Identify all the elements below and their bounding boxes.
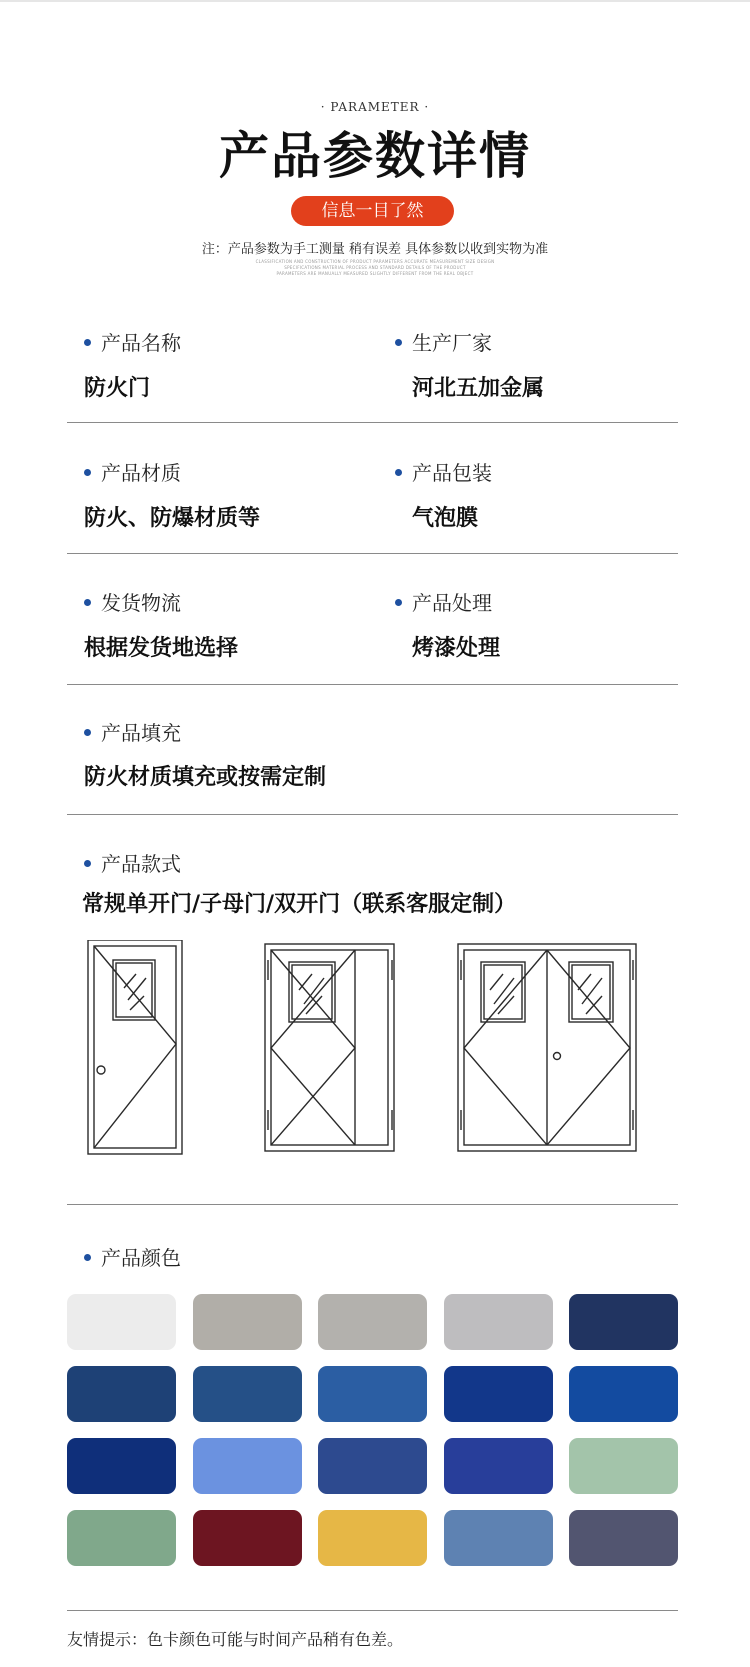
parameter-eyebrow: · PARAMETER · — [320, 100, 430, 114]
param-label-name: 产品名称 — [84, 327, 181, 356]
param-label-filling: 产品填充 — [84, 717, 181, 746]
color-swatch — [569, 1366, 678, 1422]
info-pill: 信息一目了然 — [291, 196, 454, 226]
param-value-treatment: 烤漆处理 — [412, 636, 501, 661]
color-swatch — [318, 1294, 427, 1350]
row-divider — [67, 422, 678, 423]
color-swatch — [318, 1366, 427, 1422]
single-door-drawing — [88, 940, 182, 1154]
fine-print-line: SPECIFICATIONS MATERIAL PROCESS AND STANDARD DETAILS OF THE PRODUCT — [284, 265, 466, 270]
param-label-treatment: 产品处理 — [395, 587, 492, 616]
bullet-dot — [84, 729, 91, 736]
color-swatch — [569, 1510, 678, 1566]
bullet-dot — [84, 339, 91, 346]
param-label-style: 产品款式 — [84, 848, 181, 877]
bullet-dot — [84, 860, 91, 867]
color-swatch — [444, 1438, 553, 1494]
bullet-dot — [84, 1254, 91, 1261]
color-swatch — [569, 1294, 678, 1350]
page-title: 产品参数详情 — [219, 127, 531, 185]
mother-child-door-drawing — [265, 944, 394, 1151]
param-value-maker: 河北五加金属 — [412, 376, 545, 401]
param-value-style: 常规单开门/子母门/双开门（联系客服定制） — [82, 892, 517, 917]
color-swatch — [193, 1294, 302, 1350]
fine-print-line: PARAMETERS ARE MANUALLY MEASURED SLIGHTLY DIFFERENT FROM THE REAL OBJECT — [276, 271, 474, 276]
param-value-package: 气泡膜 — [412, 506, 479, 531]
row-divider — [67, 684, 678, 685]
bullet-dot — [84, 469, 91, 476]
param-value-name: 防火门 — [84, 376, 151, 401]
bullet-dot — [395, 339, 402, 346]
param-value-logistics: 根据发货地选择 — [84, 636, 239, 661]
color-swatch — [193, 1366, 302, 1422]
param-label-logistics: 发货物流 — [84, 587, 181, 616]
color-swatch — [444, 1510, 553, 1566]
bullet-dot — [395, 599, 402, 606]
color-swatch — [67, 1294, 176, 1350]
param-label-maker: 生产厂家 — [395, 327, 492, 356]
row-divider — [67, 814, 678, 815]
bullet-dot — [84, 599, 91, 606]
color-swatch — [318, 1510, 427, 1566]
param-label-package: 产品包装 — [395, 457, 492, 486]
measurement-note: 注：产品参数为手工测量 稍有误差 具体参数以收到实物为准 — [201, 242, 549, 257]
row-divider — [67, 553, 678, 554]
door-styles-illustration — [84, 940, 684, 1160]
param-label-material: 产品材质 — [84, 457, 181, 486]
color-disclaimer: 友情提示：色卡颜色可能与时间产品稍有色差。 — [67, 1630, 404, 1649]
param-label-colors: 产品颜色 — [84, 1242, 181, 1271]
top-border — [0, 0, 750, 2]
double-door-drawing — [458, 944, 636, 1151]
color-swatch — [318, 1438, 427, 1494]
bullet-dot — [395, 469, 402, 476]
color-swatch — [67, 1510, 176, 1566]
row-divider — [67, 1204, 678, 1205]
param-value-filling: 防火材质填充或按需定制 — [84, 765, 327, 790]
color-swatch — [67, 1438, 176, 1494]
color-swatch — [444, 1294, 553, 1350]
color-swatch — [444, 1366, 553, 1422]
row-divider — [67, 1610, 678, 1611]
color-swatch — [67, 1366, 176, 1422]
color-swatch — [193, 1438, 302, 1494]
fine-print-line: CLASSIFICATION AND CONSTRUCTION OF PRODUCT PARAMETERS ACCURATE MEASUREMENT SIZE DESIGN — [255, 259, 495, 264]
param-value-material: 防火、防爆材质等 — [84, 506, 261, 531]
color-swatch — [569, 1438, 678, 1494]
color-swatch — [193, 1510, 302, 1566]
